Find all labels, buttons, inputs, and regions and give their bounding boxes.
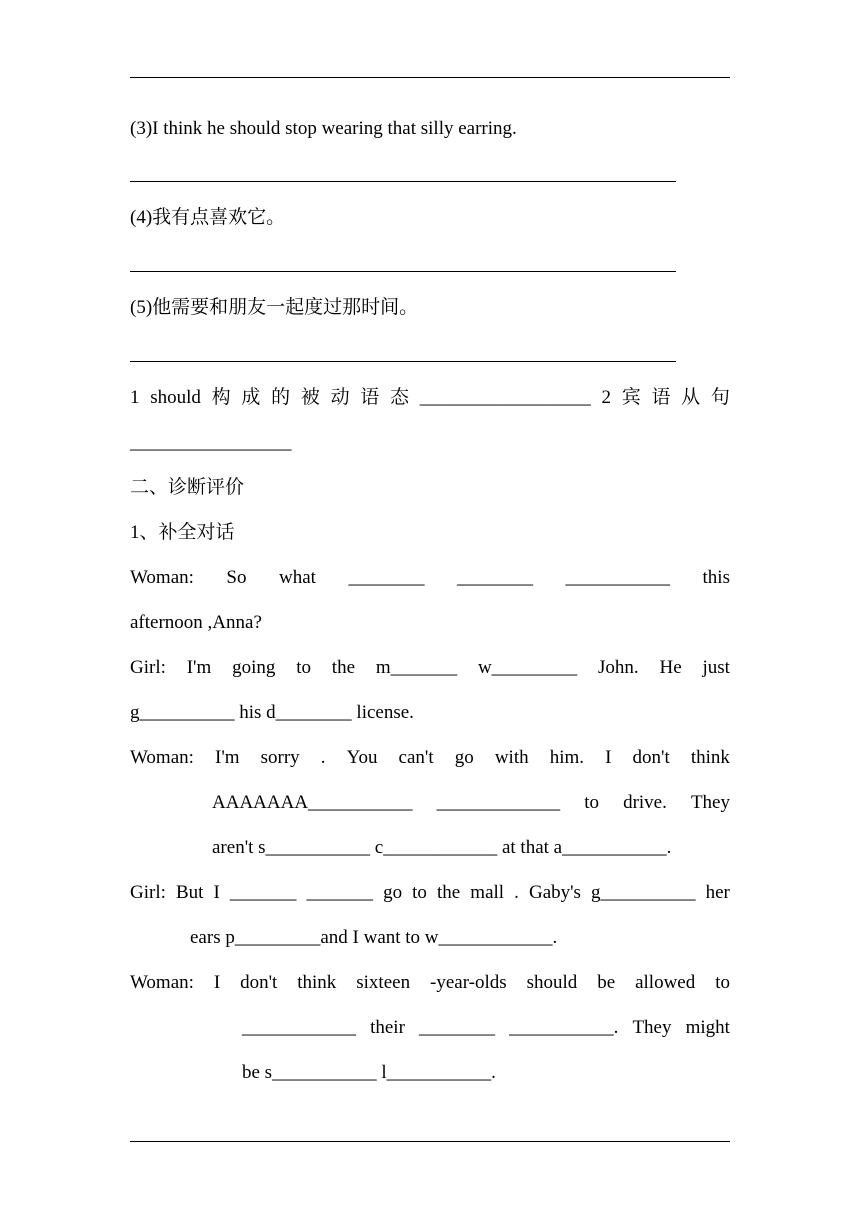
answer-line-5[interactable]	[130, 361, 676, 362]
section-heading: 二、诊断评价	[130, 477, 245, 498]
dialogue-woman-1: Woman: So what ________ ________ ___________ this	[130, 567, 730, 588]
grammar-line-cont: _________________	[130, 432, 292, 453]
answer-line-4[interactable]	[130, 271, 676, 272]
answer-line-3[interactable]	[130, 181, 676, 182]
dialogue-woman-3: Woman: I don't think sixteen -year-olds should be allowed to	[130, 972, 730, 993]
dialogue-girl-2-cont: ears p_________and I want to w____________.	[190, 927, 558, 948]
question-5: (5)他需要和朋友一起度过那时间。	[130, 297, 419, 318]
dialogue-woman-3-cont: ____________ their ________ ___________. They might	[242, 1017, 730, 1038]
dialogue-girl-1: Girl: I'm going to the m_______ w_________ John. He just	[130, 657, 730, 678]
grammar-line: 1 should 构 成 的 被 动 语 态 __________________ 2 宾 语 从 句	[130, 387, 730, 408]
dialogue-girl-2: Girl: But I _______ _______ go to the mall . Gaby's g__________ her	[130, 882, 730, 903]
header-rule	[130, 77, 730, 78]
dialogue-woman-1-cont: afternoon ,Anna?	[130, 612, 262, 633]
dialogue-girl-1-cont: g__________ his d________ license.	[130, 702, 414, 723]
dialogue-woman-3-cont-2: be s___________ l___________.	[242, 1062, 496, 1083]
question-3: (3)I think he should stop wearing that silly earring.	[130, 118, 517, 139]
subheading: 1、补全对话	[130, 522, 235, 543]
dialogue-woman-2-cont-2: aren't s___________ c____________ at that a___________.	[212, 837, 672, 858]
dialogue-woman-2-cont: AAAAAAA___________ _____________ to drive. They	[212, 792, 730, 813]
question-4: (4)我有点喜欢它。	[130, 207, 286, 228]
footer-rule	[130, 1141, 730, 1142]
dialogue-woman-2: Woman: I'm sorry . You can't go with him. I don't think	[130, 747, 730, 768]
